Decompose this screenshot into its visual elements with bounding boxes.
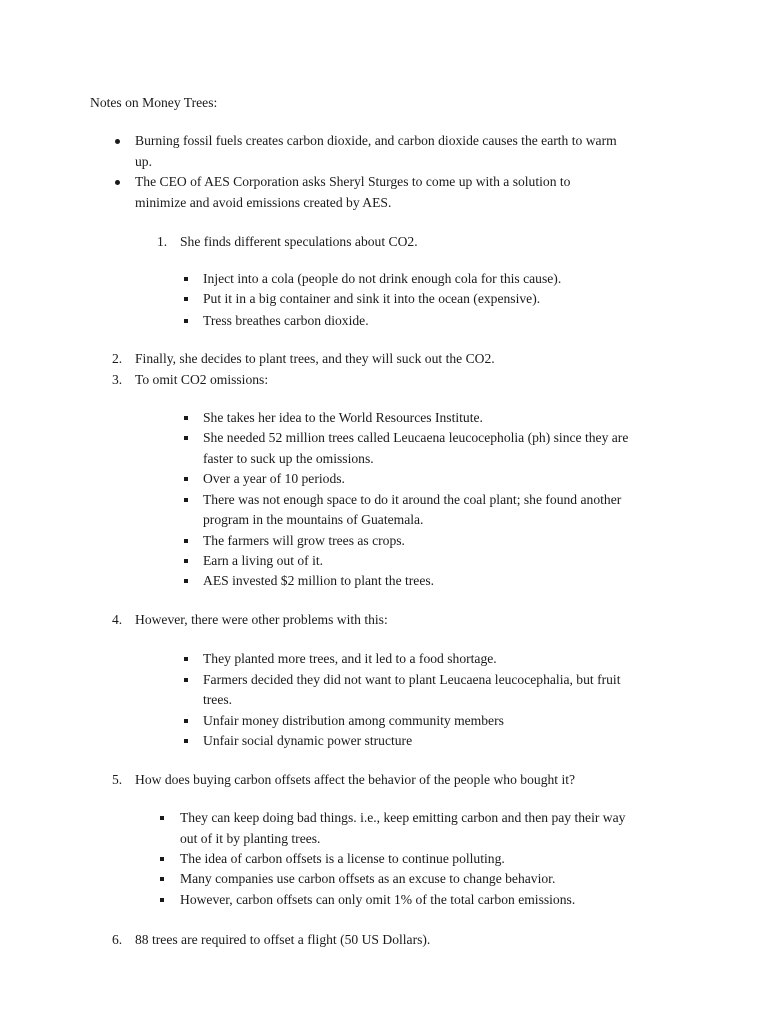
bullet-square-icon — [160, 877, 164, 881]
bullet-square-icon — [160, 898, 164, 902]
bullet-dot-icon — [115, 139, 120, 144]
bullet-text: Tress breathes carbon dioxide. — [203, 313, 369, 328]
bullet-dot-icon — [115, 180, 120, 185]
bullet-square-icon — [184, 539, 188, 543]
bullet-text: They can keep doing bad things. i.e., keep emitting carbon and then pay their way — [180, 810, 626, 825]
bullet-text: faster to suck up the omissions. — [203, 451, 374, 466]
intro-bullet-text: The CEO of AES Corporation asks Sheryl Sturges to come up with a solution to — [135, 174, 571, 189]
bullet-text: Farmers decided they did not want to plant Leucaena leucocephalia, but fruit — [203, 672, 621, 687]
page-title: Notes on Money Trees: — [90, 95, 218, 110]
bullet-text: Unfair social dynamic power structure — [203, 733, 413, 748]
bullet-text: She needed 52 million trees called Leucaena leucocepholia (ph) since they are — [203, 430, 629, 445]
bullet-text: Unfair money distribution among community members — [203, 713, 504, 728]
bullet-text: Over a year of 10 periods. — [203, 471, 345, 486]
intro-bullet-text: minimize and avoid emissions created by AES. — [135, 195, 392, 210]
bullet-text: AES invested $2 million to plant the trees. — [203, 573, 435, 588]
bullet-text: Put it in a big container and sink it into the ocean (expensive). — [203, 291, 541, 306]
list-item-heading: She finds different speculations about CO2. — [180, 234, 418, 249]
list-item-heading: To omit CO2 omissions: — [135, 372, 269, 387]
bullet-text: There was not enough space to do it around the coal plant; she found another — [203, 492, 622, 507]
bullet-square-icon — [184, 416, 188, 420]
bullet-square-icon — [184, 477, 188, 481]
bullet-text: She takes her idea to the World Resources Institute. — [203, 410, 483, 425]
bullet-text: The farmers will grow trees as crops. — [203, 533, 405, 548]
list-number: 4. — [112, 612, 123, 627]
list-item-heading: 88 trees are required to offset a flight (50 US Dollars). — [135, 932, 431, 947]
bullet-text: trees. — [203, 692, 233, 707]
list-item-heading: Finally, she decides to plant trees, and they will suck out the CO2. — [135, 351, 495, 366]
list-number: 6. — [112, 932, 123, 947]
bullet-square-icon — [184, 277, 188, 281]
bullet-text: program in the mountains of Guatemala. — [203, 512, 424, 527]
bullet-square-icon — [184, 579, 188, 583]
bullet-square-icon — [184, 559, 188, 563]
bullet-square-icon — [184, 657, 188, 661]
intro-bullet-text: up. — [135, 154, 152, 169]
bullet-text: Inject into a cola (people do not drink enough cola for this cause). — [203, 271, 562, 286]
bullet-text: out of it by planting trees. — [180, 831, 321, 846]
bullet-text: The idea of carbon offsets is a license to continue polluting. — [180, 851, 505, 866]
bullet-square-icon — [184, 436, 188, 440]
intro-bullet-text: Burning fossil fuels creates carbon dioxide, and carbon dioxide causes the earth to warm — [135, 133, 617, 148]
list-item-heading: How does buying carbon offsets affect the behavior of the people who bought it? — [135, 772, 576, 787]
bullet-square-icon — [160, 816, 164, 820]
bullet-square-icon — [184, 719, 188, 723]
bullet-square-icon — [184, 498, 188, 502]
list-number: 5. — [112, 772, 123, 787]
list-item-heading: However, there were other problems with this: — [135, 612, 388, 627]
list-number: 3. — [112, 372, 123, 387]
bullet-text: Earn a living out of it. — [203, 553, 324, 568]
bullet-text: They planted more trees, and it led to a food shortage. — [203, 651, 497, 666]
bullet-text: Many companies use carbon offsets as an excuse to change behavior. — [180, 871, 556, 886]
bullet-square-icon — [184, 739, 188, 743]
bullet-square-icon — [160, 857, 164, 861]
bullet-square-icon — [184, 678, 188, 682]
bullet-text: However, carbon offsets can only omit 1% of the total carbon emissions. — [180, 892, 576, 907]
bullet-square-icon — [184, 319, 188, 323]
bullet-square-icon — [184, 297, 188, 301]
list-number: 2. — [112, 351, 123, 366]
list-number: 1. — [157, 234, 168, 249]
